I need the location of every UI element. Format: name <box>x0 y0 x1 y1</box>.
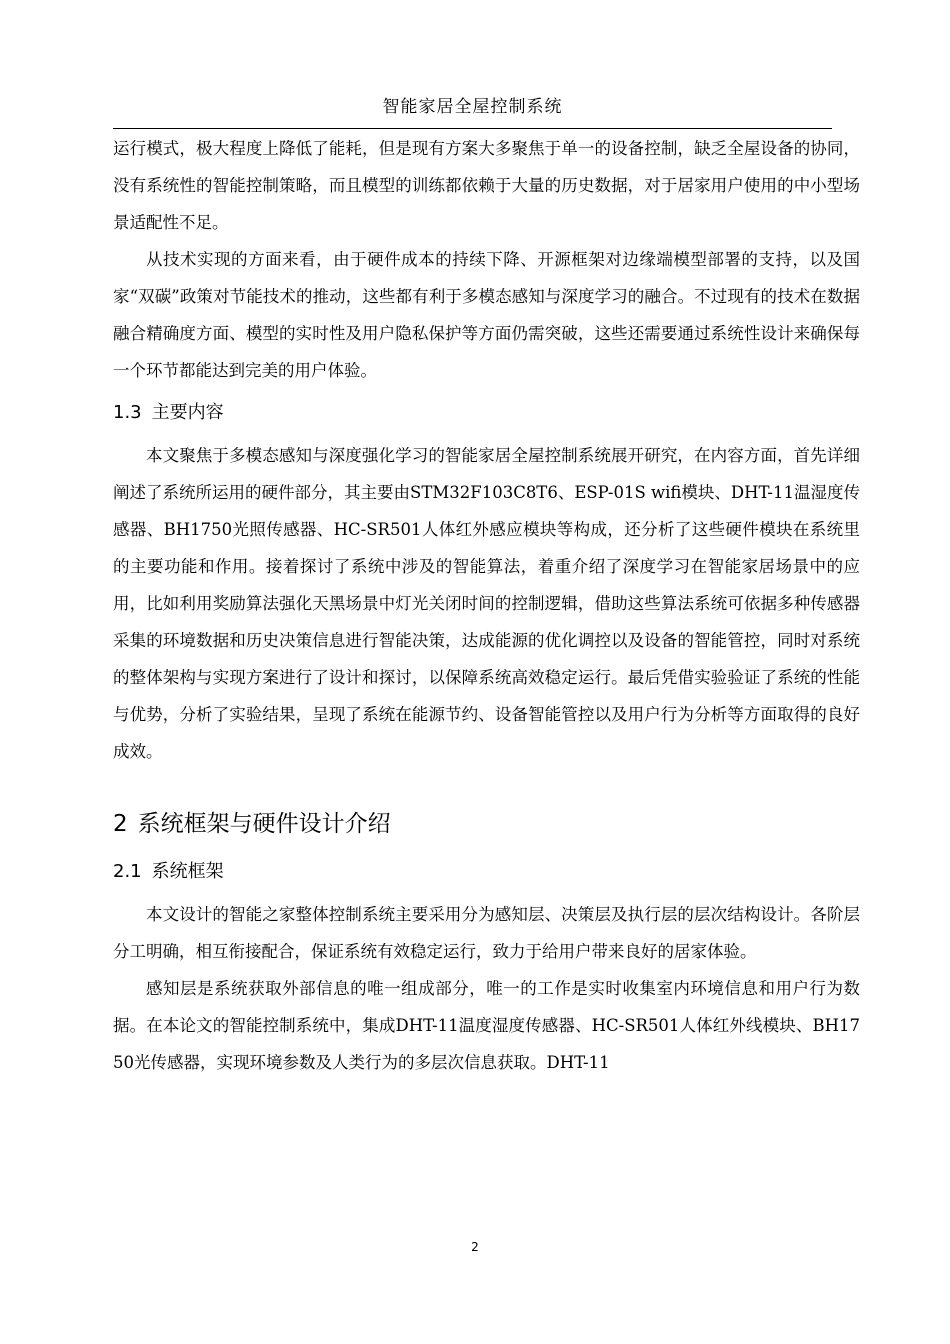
section-heading-1-3 <box>113 391 860 435</box>
page-number: 2 <box>471 1240 479 1254</box>
paragraph-system-framework: 本文设计的智能之家整体控制系统主要采用分为感知层、决策层及执行层的层次结构设计。各阶层分工明确，相互衔接配合，保证系统有效稳定运行，致力于给用户带来良好的居家体验。 <box>113 905 860 961</box>
section-heading-2-1 <box>113 850 860 894</box>
page-header-title: 智能家居全屋控制系统 <box>382 97 563 117</box>
section-title: 系统框架 <box>151 861 224 882</box>
chapter-title: 系统框架与硬件设计介绍 <box>137 811 391 837</box>
header-rule <box>113 128 832 129</box>
page-body <box>113 130 860 1081</box>
section-number: 2.1 <box>113 861 142 882</box>
paragraph-technology: 从技术实现的方面来看，由于硬件成本的持续下降、开源框架对边缘端模型部署的支持，以及国家“双碳”政策对节能技术的推动，这些都有利于多模态感知与深度学习的融合。不过现有的技术在数据融合精确度方面、模型的实时性及用户隐私保护等方面仍需突破，这些还需要通过系统性设计来确保每一个环节都能达到完美的用户体验。 <box>113 250 860 380</box>
paragraph-perception-layer: 感知层是系统获取外部信息的唯一组成部分，唯一的工作是实时收集室内环境信息和用户行为数据。在本论文的智能控制系统中，集成DHT-11温度湿度传感器、HC-SR501人体红外线模块、BH1750光传感器，实现环境参数及人类行为的多层次信息获取。DHT-11 <box>113 979 860 1072</box>
section-title: 主要内容 <box>151 402 224 423</box>
section-number: 1.3 <box>113 402 142 423</box>
chapter-heading-2 <box>113 804 860 844</box>
paragraph-main-content: 本文聚焦于多模态感知与深度强化学习的智能家居全屋控制系统展开研究，在内容方面，首先详细阐述了系统所运用的硬件部分，其主要由STM32F103C8T6、ESP-01S wifi模块、DHT-11温湿度传感器、BH1750光照传感器、HC-SR501人体红外感应模块等构成，还分析了这些硬件模块在系统里的主要功能和作用。接着探讨了系统中涉及的智能算法，着重介绍了深度学习在智能家居场景中的应用，比如利用奖励算法强化天黑场景中灯光关闭时间的控制逻辑，借助这些算法系统可依据多种传感器采集的环境数据和历史决策信息进行智能决策，达成能源的优化调控以及设备的智能管控，同时对系统的整体架构与实现方案进行了设计和探讨，以保障系统高效稳定运行。最后凭借实验验证了系统的性能与优势，分析了实验结果，呈现了系统在能源节约、设备智能管控以及用户行为分析等方面取得的良好成效。 <box>113 446 860 761</box>
chapter-number: 2 <box>113 811 128 837</box>
paragraph-continued: 运行模式，极大程度上降低了能耗，但是现有方案大多聚焦于单一的设备控制，缺乏全屋设备的协同，没有系统性的智能控制策略，而且模型的训练都依赖于大量的历史数据，对于居家用户使用的中小型场景适配性不足。 <box>113 139 860 232</box>
